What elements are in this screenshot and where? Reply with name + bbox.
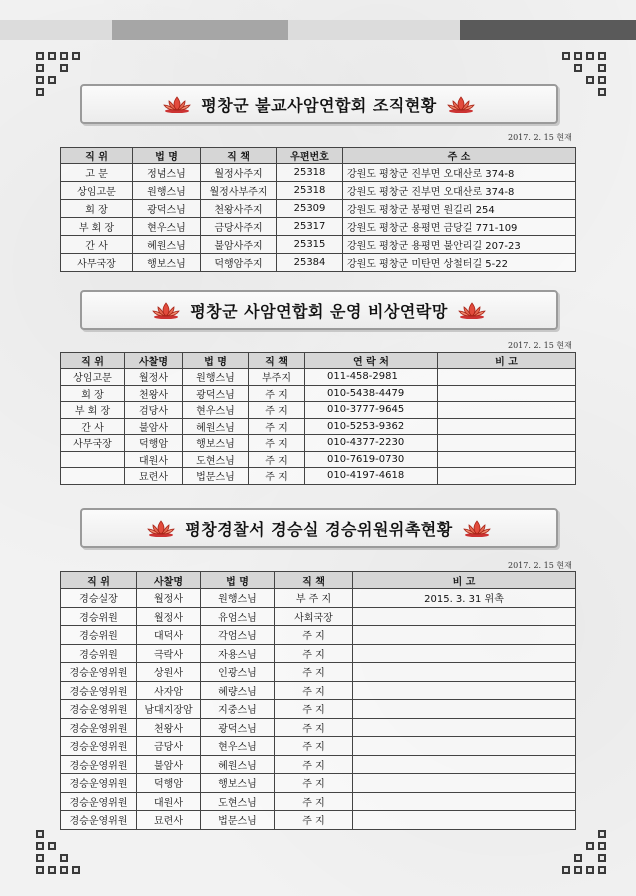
- table-cell: [353, 607, 576, 626]
- corner-ornament-icon: [562, 52, 608, 96]
- table-cell: 경승운영위원: [61, 774, 137, 793]
- table-cell: 덕행암: [125, 435, 183, 452]
- table-cell: 고 문: [61, 164, 133, 182]
- table-cell: 천왕사: [137, 718, 201, 737]
- section1-date: 2017. 2. 15 현재: [508, 133, 572, 142]
- table-cell: [61, 468, 125, 485]
- table-cell: 남대지장암: [137, 700, 201, 719]
- table-cell: [438, 451, 576, 468]
- column-header: 사찰명: [137, 572, 201, 589]
- table-cell: 지중스님: [201, 700, 275, 719]
- table-cell: 주 지: [249, 385, 305, 402]
- table-cell: 묘련사: [137, 811, 201, 830]
- table-cell: 묘련사: [125, 468, 183, 485]
- table-cell: 자용스님: [201, 644, 275, 663]
- table-cell: 월정사: [137, 589, 201, 608]
- table-cell: 금당사주지: [201, 218, 277, 236]
- table-cell: [353, 811, 576, 830]
- table-cell: 불암사: [125, 418, 183, 435]
- column-header: 직 책: [275, 572, 353, 589]
- table-row: [61, 681, 576, 700]
- column-header: 직 책: [249, 353, 305, 369]
- table-cell: [353, 626, 576, 645]
- table-row: [61, 774, 576, 793]
- table-cell: 25309: [277, 200, 343, 218]
- table-row: [61, 755, 576, 774]
- table-cell: [353, 737, 576, 756]
- table-cell: 주 지: [275, 626, 353, 645]
- lotus-icon: [458, 301, 486, 319]
- column-header: 직 위: [61, 353, 125, 369]
- column-header: 비 고: [353, 572, 576, 589]
- table-cell: 간 사: [61, 418, 125, 435]
- table-cell: 상임고문: [61, 369, 125, 386]
- table-cell: 부 주 지: [275, 589, 353, 608]
- section3-date: 2017. 2. 15 현재: [508, 561, 572, 570]
- table-cell: 현우스님: [133, 218, 201, 236]
- table-cell: [438, 369, 576, 386]
- table-cell: 강원도 평창군 진부면 오대산로 374-8: [343, 164, 576, 182]
- table-cell: 경승운영위원: [61, 792, 137, 811]
- table-cell: 경승운영위원: [61, 737, 137, 756]
- police-chaplain-table: [60, 571, 576, 830]
- table-cell: 혜원스님: [183, 418, 249, 435]
- table-row: [61, 385, 576, 402]
- table-cell: 원행스님: [201, 589, 275, 608]
- table-cell: 도현스님: [201, 792, 275, 811]
- table-cell: 주 지: [275, 792, 353, 811]
- table-cell: 강원도 평창군 미탄면 상철터길 5-22: [343, 254, 576, 272]
- table-cell: [438, 418, 576, 435]
- table-cell: 경승위원: [61, 607, 137, 626]
- table-cell: 월정사주지: [201, 164, 277, 182]
- section2-title: 평창군 사암연합회 운영 비상연락망: [190, 301, 448, 321]
- table-row: [61, 254, 576, 272]
- column-header: 법 명: [133, 148, 201, 164]
- column-header: 주 소: [343, 148, 576, 164]
- table-cell: 각엄스님: [201, 626, 275, 645]
- table-cell: 대원사: [137, 792, 201, 811]
- table-cell: 현우스님: [183, 402, 249, 419]
- column-header: 비 고: [438, 353, 576, 369]
- column-header: 직 책: [201, 148, 277, 164]
- table-row: [61, 402, 576, 419]
- column-header: 우편번호: [277, 148, 343, 164]
- column-header: 직 위: [61, 572, 137, 589]
- table-cell: 혜원스님: [133, 236, 201, 254]
- table-cell: 주 지: [275, 774, 353, 793]
- table-cell: 광덕스님: [201, 718, 275, 737]
- table-cell: [353, 718, 576, 737]
- table-cell: 010-5253-9362: [305, 418, 438, 435]
- table-row: [61, 182, 576, 200]
- table-cell: 상임고문: [61, 182, 133, 200]
- table-cell: 원행스님: [133, 182, 201, 200]
- table-cell: 주 지: [249, 468, 305, 485]
- table-cell: 사무국장: [61, 254, 133, 272]
- table-cell: [353, 792, 576, 811]
- table-cell: 혜량스님: [201, 681, 275, 700]
- table-row: [61, 164, 576, 182]
- table-cell: 상원사: [137, 663, 201, 682]
- table-cell: [353, 663, 576, 682]
- table-cell: 회 장: [61, 200, 133, 218]
- corner-ornament-icon: [562, 830, 608, 874]
- table-cell: 강원도 평창군 봉평면 원길리 254: [343, 200, 576, 218]
- table-cell: 경승운영위원: [61, 718, 137, 737]
- table-cell: 천왕사주지: [201, 200, 277, 218]
- table-cell: 경승위원: [61, 626, 137, 645]
- table-cell: 덕행암: [137, 774, 201, 793]
- table-cell: 사자암: [137, 681, 201, 700]
- table-cell: 주 지: [275, 811, 353, 830]
- table-cell: 경승운영위원: [61, 681, 137, 700]
- table-cell: 주 지: [275, 681, 353, 700]
- table-cell: 유엄스님: [201, 607, 275, 626]
- table-cell: 010-4197-4618: [305, 468, 438, 485]
- table-cell: 경승위원: [61, 644, 137, 663]
- section2-banner: [80, 290, 558, 330]
- table-cell: 주 지: [249, 435, 305, 452]
- table-cell: 행보스님: [201, 774, 275, 793]
- table-cell: [61, 451, 125, 468]
- table-cell: 월정사: [137, 607, 201, 626]
- table-cell: 사무국장: [61, 435, 125, 452]
- top-decorative-bar: [0, 20, 636, 40]
- table-cell: 불암사주지: [201, 236, 277, 254]
- table-cell: [438, 385, 576, 402]
- section1-title: 평창군 불교사암연합회 조직현황: [201, 95, 437, 115]
- table-row: [61, 369, 576, 386]
- table-cell: 주 지: [275, 737, 353, 756]
- table-cell: 회 장: [61, 385, 125, 402]
- emergency-contact-table: [60, 352, 576, 485]
- table-cell: 강원도 평창군 용평면 불안리길 207-23: [343, 236, 576, 254]
- lotus-icon: [447, 95, 475, 113]
- table-cell: 25315: [277, 236, 343, 254]
- table-cell: 간 사: [61, 236, 133, 254]
- section2-date: 2017. 2. 15 현재: [508, 341, 572, 350]
- table-cell: 광덕스님: [133, 200, 201, 218]
- table-cell: 불암사: [137, 755, 201, 774]
- column-header: 법 명: [201, 572, 275, 589]
- table-cell: 강원도 평창군 진부면 오대산로 374-8: [343, 182, 576, 200]
- section1-banner: [80, 84, 558, 124]
- table-cell: 주 지: [249, 451, 305, 468]
- lotus-icon: [152, 301, 180, 319]
- table-cell: 대덕사: [137, 626, 201, 645]
- table-cell: 010-3777-9645: [305, 402, 438, 419]
- table-cell: 25318: [277, 164, 343, 182]
- table-cell: 2015. 3. 31 위촉: [353, 589, 576, 608]
- table-cell: 광덕스님: [183, 385, 249, 402]
- table-cell: 주 지: [275, 644, 353, 663]
- table-cell: [353, 774, 576, 793]
- lotus-icon: [147, 519, 175, 537]
- table-row: [61, 607, 576, 626]
- table-row: [61, 200, 576, 218]
- table-cell: 원행스님: [183, 369, 249, 386]
- table-cell: [438, 435, 576, 452]
- table-cell: [353, 644, 576, 663]
- table-row: [61, 737, 576, 756]
- section3-banner: [80, 508, 558, 548]
- table-row: [61, 418, 576, 435]
- table-cell: 010-5438-4479: [305, 385, 438, 402]
- table-cell: 경승실장: [61, 589, 137, 608]
- corner-ornament-icon: [36, 52, 82, 96]
- table-cell: 25384: [277, 254, 343, 272]
- table-row: [61, 468, 576, 485]
- table-cell: 011-458-2981: [305, 369, 438, 386]
- table-cell: 도현스님: [183, 451, 249, 468]
- table-cell: 25317: [277, 218, 343, 236]
- table-cell: 25318: [277, 182, 343, 200]
- table-cell: 정념스님: [133, 164, 201, 182]
- organization-table: [60, 147, 576, 272]
- table-cell: 금당사: [137, 737, 201, 756]
- table-cell: [438, 468, 576, 485]
- table-cell: 천왕사: [125, 385, 183, 402]
- table-cell: 행보스님: [183, 435, 249, 452]
- table-cell: 주 지: [275, 718, 353, 737]
- table-row: [61, 435, 576, 452]
- table-cell: 법문스님: [183, 468, 249, 485]
- table-row: [61, 451, 576, 468]
- lotus-icon: [163, 95, 191, 113]
- table-row: [61, 236, 576, 254]
- section3-title: 평창경찰서 경승실 경승위원위촉현황: [185, 519, 453, 539]
- table-cell: 010-7619-0730: [305, 451, 438, 468]
- table-cell: 대원사: [125, 451, 183, 468]
- column-header: 연 락 처: [305, 353, 438, 369]
- table-row: [61, 218, 576, 236]
- table-cell: 주 지: [249, 418, 305, 435]
- table-cell: 주 지: [275, 663, 353, 682]
- column-header: 사찰명: [125, 353, 183, 369]
- table-cell: 사회국장: [275, 607, 353, 626]
- table-row: [61, 792, 576, 811]
- table-cell: 주 지: [275, 755, 353, 774]
- table-cell: 010-4377-2230: [305, 435, 438, 452]
- table-cell: [353, 755, 576, 774]
- table-cell: 경승운영위원: [61, 755, 137, 774]
- table-cell: [438, 402, 576, 419]
- table-row: [61, 663, 576, 682]
- table-cell: 현우스님: [201, 737, 275, 756]
- table-row: [61, 811, 576, 830]
- table-row: [61, 626, 576, 645]
- table-row: [61, 700, 576, 719]
- column-header: 법 명: [183, 353, 249, 369]
- table-cell: 경승운영위원: [61, 811, 137, 830]
- table-cell: 부 회 장: [61, 218, 133, 236]
- table-cell: 부 회 장: [61, 402, 125, 419]
- table-cell: 인광스님: [201, 663, 275, 682]
- table-cell: 덕행암주지: [201, 254, 277, 272]
- table-cell: 월정사부주지: [201, 182, 277, 200]
- table-cell: 경승운영위원: [61, 700, 137, 719]
- table-row: [61, 644, 576, 663]
- table-cell: [353, 681, 576, 700]
- table-cell: 법문스님: [201, 811, 275, 830]
- table-cell: 경승운영위원: [61, 663, 137, 682]
- table-cell: [353, 700, 576, 719]
- table-cell: 부주지: [249, 369, 305, 386]
- table-cell: 행보스님: [133, 254, 201, 272]
- table-row: [61, 589, 576, 608]
- table-row: [61, 718, 576, 737]
- table-cell: 주 지: [249, 402, 305, 419]
- table-cell: 월정사: [125, 369, 183, 386]
- corner-ornament-icon: [36, 830, 82, 874]
- column-header: 직 위: [61, 148, 133, 164]
- table-cell: 강원도 평창군 용평면 금당길 771-109: [343, 218, 576, 236]
- table-cell: 검당사: [125, 402, 183, 419]
- table-cell: 혜원스님: [201, 755, 275, 774]
- table-cell: 주 지: [275, 700, 353, 719]
- table-cell: 극락사: [137, 644, 201, 663]
- lotus-icon: [463, 519, 491, 537]
